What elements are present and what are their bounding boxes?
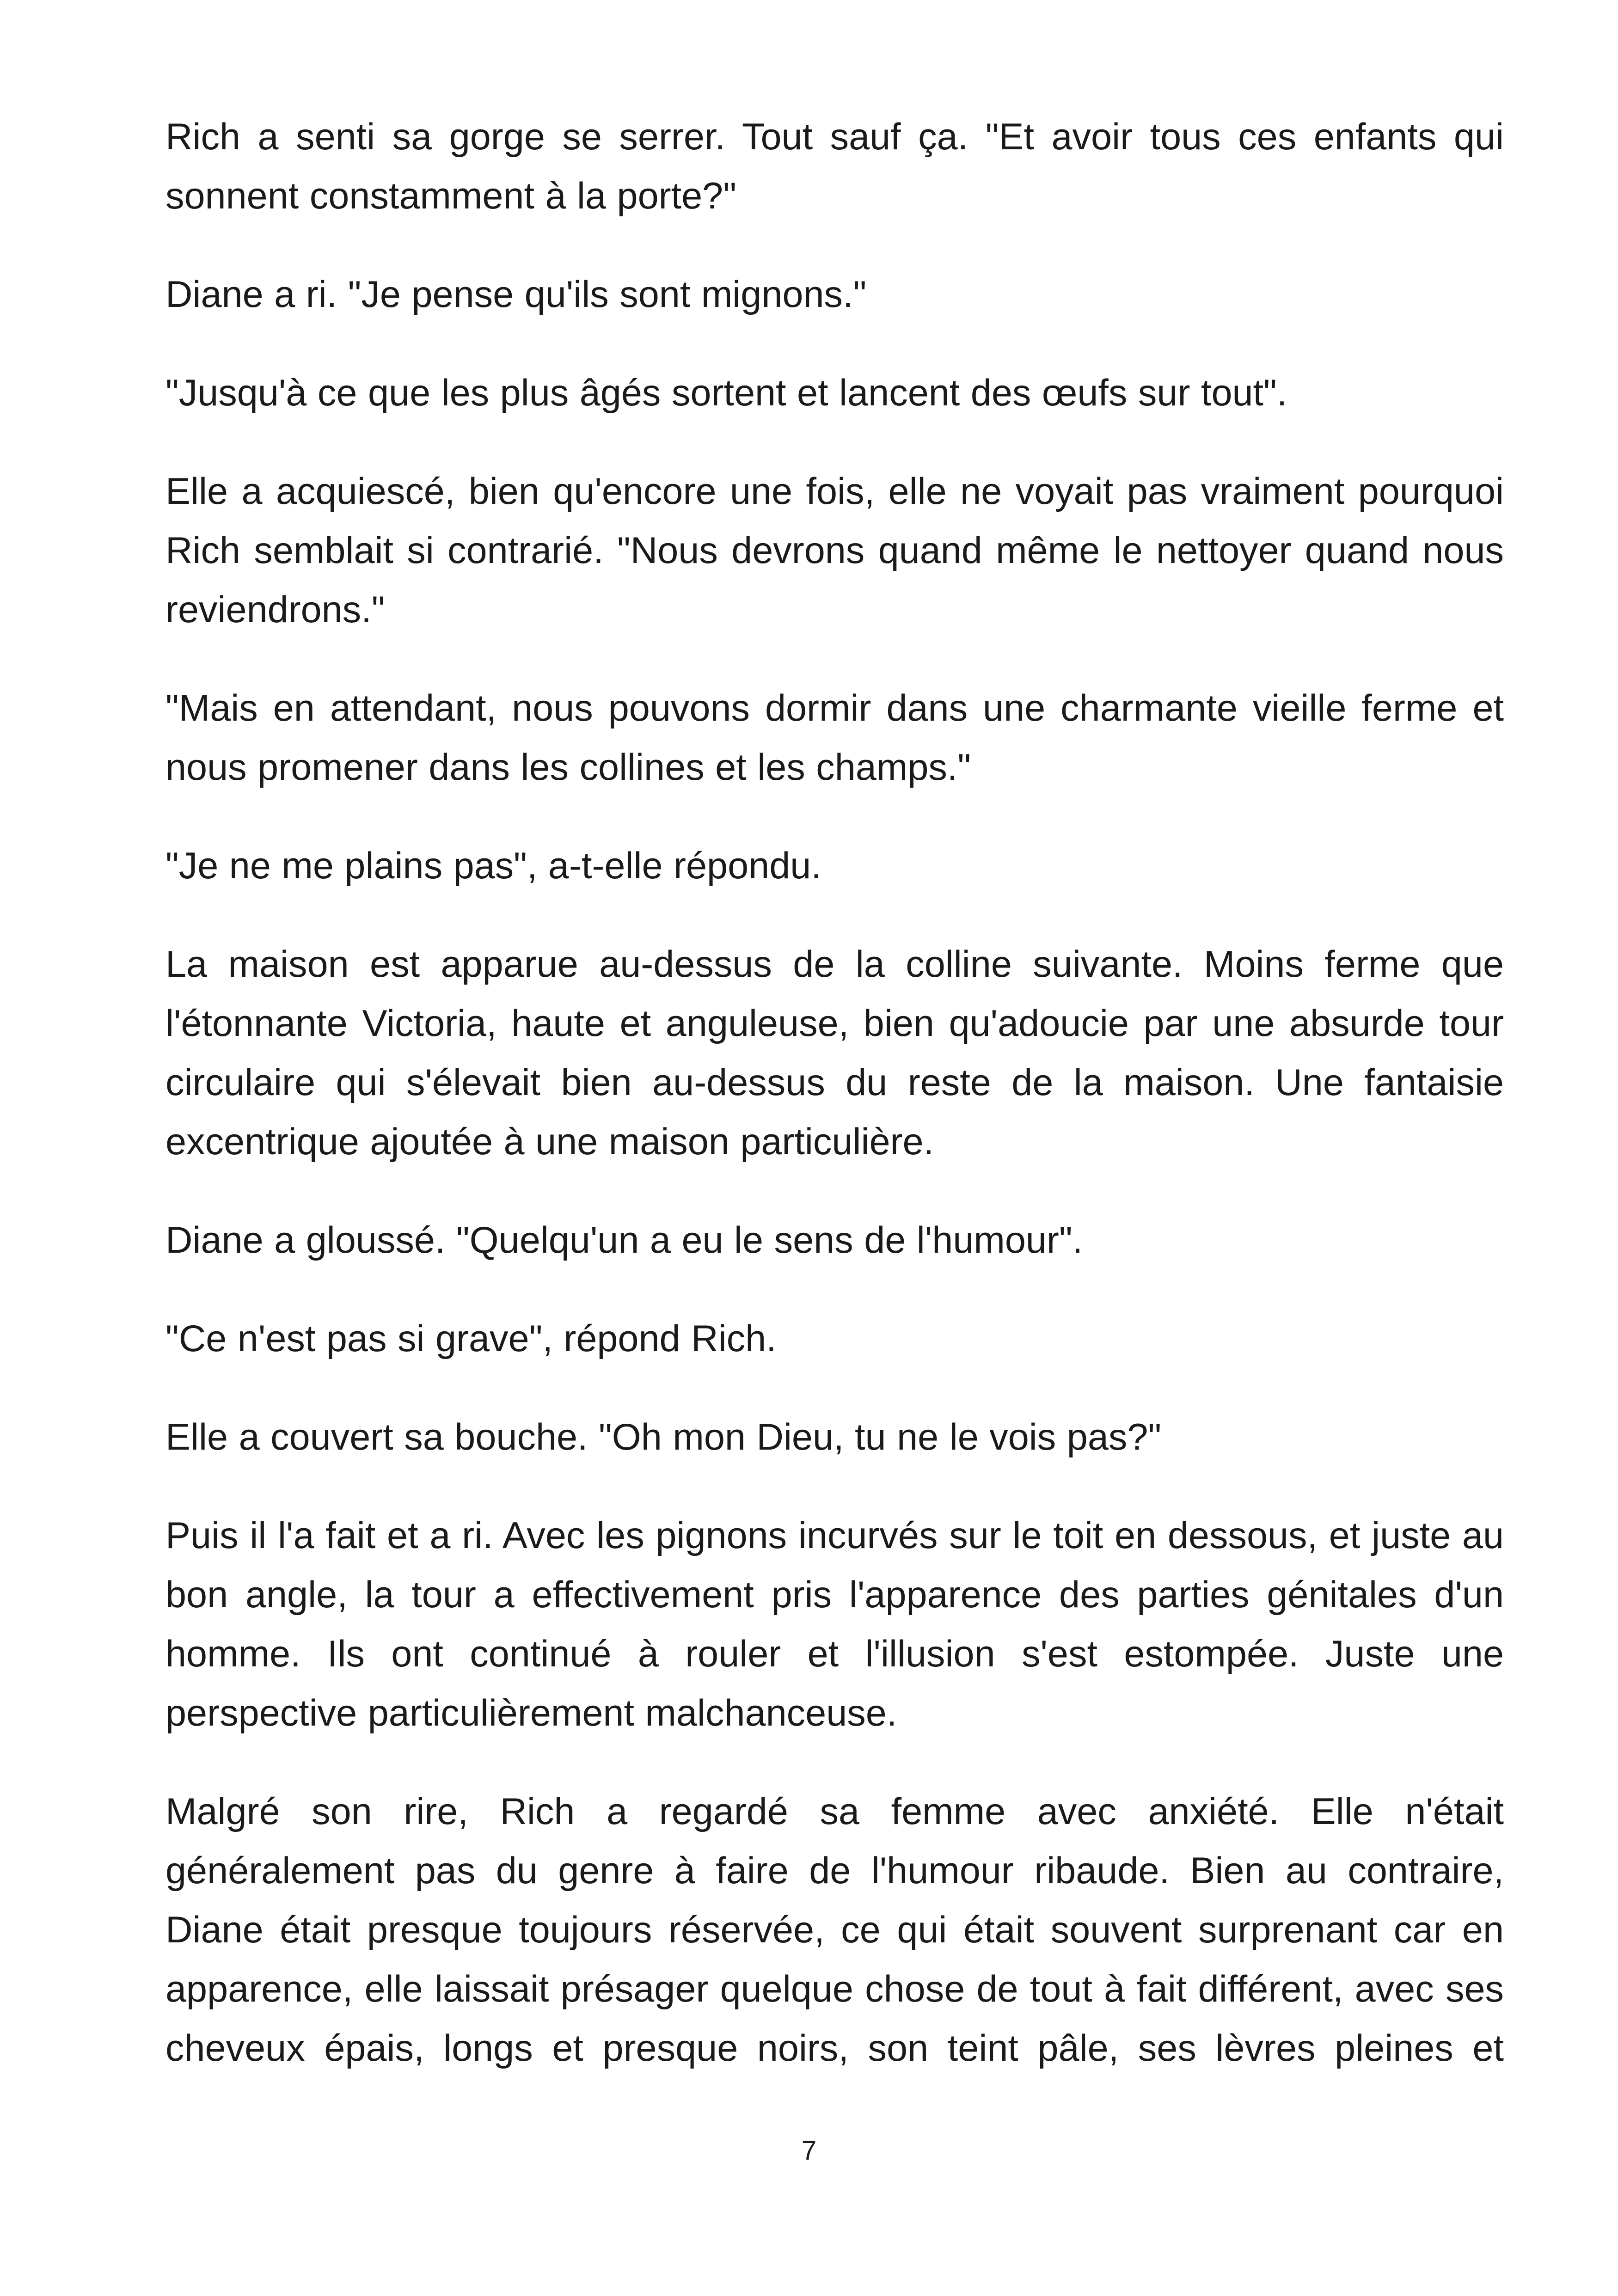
body-text (165, 107, 1504, 2078)
paragraph-5: "Mais en attendant, nous pouvons dormir dans une charmante vieille ferme et nous promener dans les collines et les champs." (165, 687, 1504, 788)
paragraph-4: Elle a acquiescé, bien qu'encore une fois, elle ne voyait pas vraiment pourquoi Rich semblait si contrarié. "Nous devrons quand même le nettoyer quand nous reviendrons." (165, 471, 1504, 631)
paragraph-11: Puis il l'a fait et a ri. Avec les pignons incurvés sur le toit en dessous, et juste au bon angle, la tour a effectivement pris l'apparence des parties génitales d'un homme. Ils ont continué à rouler et l'illusion s'est estompée. Juste une perspective particulièrement malchanceuse. (165, 1515, 1504, 1734)
paragraph-1: Rich a senti sa gorge se serrer. Tout sauf ça. "Et avoir tous ces enfants qui sonnent constamment à la porte?" (165, 116, 1504, 217)
paragraph-3: "Jusqu'à ce que les plus âgés sortent et lancent des œufs sur tout". (165, 372, 1287, 414)
paragraph-9: "Ce n'est pas si grave", répond Rich. (165, 1318, 777, 1359)
paragraph-12: Malgré son rire, Rich a regardé sa femme avec anxiété. Elle n'était généralement pas du genre à faire de l'humour ribaude. Bien au contraire, Diane était presque toujours réservée, ce qui était souvent surprenant car en apparence, elle laissait présager quelque chose de tout à fait différent, avec ses cheveux épais, longs et presque noirs, son teint pâle, ses lèvres pleines et (165, 1791, 1504, 2069)
paragraph-7: La maison est apparue au-dessus de la colline suivante. Moins ferme que l'étonnante Victoria, haute et anguleuse, bien qu'adoucie par une absurde tour circulaire qui s'élevait bien au-dessus du reste de la maison. Une fantaisie excentrique ajoutée à une maison particulière. (165, 943, 1504, 1163)
paragraph-8: Diane a gloussé. "Quelqu'un a eu le sens de l'humour". (165, 1219, 1083, 1261)
paragraph-10: Elle a couvert sa bouche. "Oh mon Dieu, tu ne le vois pas?" (165, 1416, 1162, 1458)
paragraph-2: Diane a ri. "Je pense qu'ils sont mignons." (165, 274, 867, 315)
paragraph-6: "Je ne me plains pas", a-t-elle répondu. (165, 845, 821, 887)
page-number: 7 (801, 2136, 817, 2166)
